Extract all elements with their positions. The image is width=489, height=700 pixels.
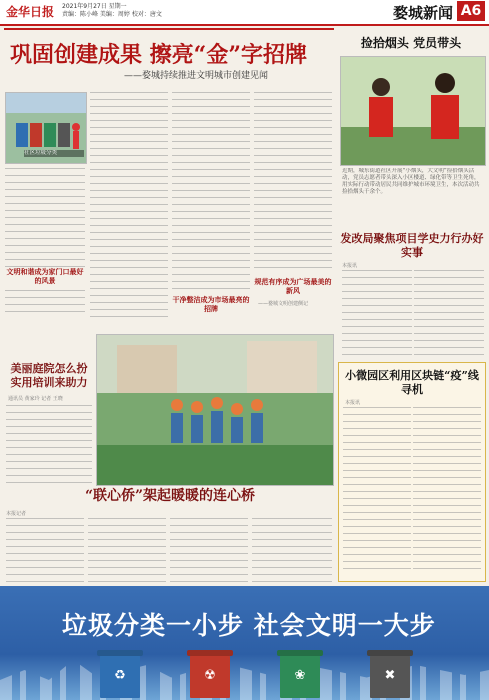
banner-slogan: 垃圾分类一小步 社会文明一大步 [62,611,436,640]
right-top-caption: 近期，城东街道社区开展“小烟头，大文明”捡拾烟头活动，党员志愿者带头深入小区楼道、绿化带等卫生死角，用实际行动带动居民共同维护城市环境卫生，本次活动共捡拾烟头千余个。 [342,168,480,195]
bottom-story-title: “联心侨”架起暖暖的连心桥 [84,488,256,504]
photo1-caption: 社区垃圾分类 [24,150,84,157]
mid-right-author: 本报讯 [342,263,358,269]
volunteers-illustration [341,57,485,165]
feature-photo-crowd [96,334,334,486]
feature-title: 美丽庭院怎么扮实用培训来助力 [10,362,88,389]
bottom-text-col2 [88,518,166,582]
right-photo-volunteers [340,56,486,166]
other-bin-icon: ✖ [370,654,410,698]
crowd-illustration [97,335,333,485]
bottom-story-byline: 本报记者 [6,511,27,517]
mid-right-title: 发改局聚焦项目学史力行办好实事 [340,232,484,259]
lead-author: ——婺城文明创建侧记 [258,301,309,307]
mid-right-text1 [342,270,412,358]
bottom-text-col4 [252,518,332,582]
lead-text-col3 [172,92,250,292]
masthead [0,0,489,26]
subhead-clean: 干净整洁成为市场最亮的招牌 [172,296,250,313]
section-title: 婺城新闻 [392,4,453,22]
subhead-order: 规范有序成为广场最美的新风 [254,278,332,295]
highlight-title: 小微园区利用区块链“疫”线寻机 [345,369,479,396]
feature-text [6,405,92,483]
bins-row [40,648,460,698]
page-code: A6 [457,1,485,21]
hazard-bin-icon: ☢ [190,654,230,698]
lead-subhead: ——婺城持续推进文明城市创建见闻 [124,71,269,81]
date-info [62,3,162,19]
highlight-author: 本报讯 [345,400,361,406]
newspaper-logo: 金华日报 [6,5,55,19]
recycle-bin-icon: ♻ [100,654,140,698]
bottom-text-col3 [170,518,248,582]
subhead-harmony: 文明和谐成为家门口最好的风景 [6,268,84,285]
highlight-box [338,362,486,582]
lead-text-col1 [5,168,85,268]
lead-text-col1b [5,290,85,318]
date-line: 2021年9月27日 星期一 [62,3,127,10]
lead-text-col2 [90,92,168,322]
mid-right-text2 [414,270,484,358]
highlight-text2 [413,407,481,575]
highlight-text1 [343,407,411,575]
lead-header [4,28,334,90]
feature-byline: 通讯员 黄家玲 记者 王晓 [8,396,63,402]
right-top-title: 捡拾烟头 党员带头 [360,36,462,50]
lead-text-col4 [254,92,332,272]
lead-headline: 巩固创建成果 擦亮“金”字招牌 [10,42,307,68]
bottom-text-col1 [6,518,84,582]
info-line: 责编：陈小峰 美编：周婷 校对：唐文 [62,11,162,18]
garbage-sorting-banner [0,586,489,700]
kitchen-bin-icon: ❀ [280,654,320,698]
